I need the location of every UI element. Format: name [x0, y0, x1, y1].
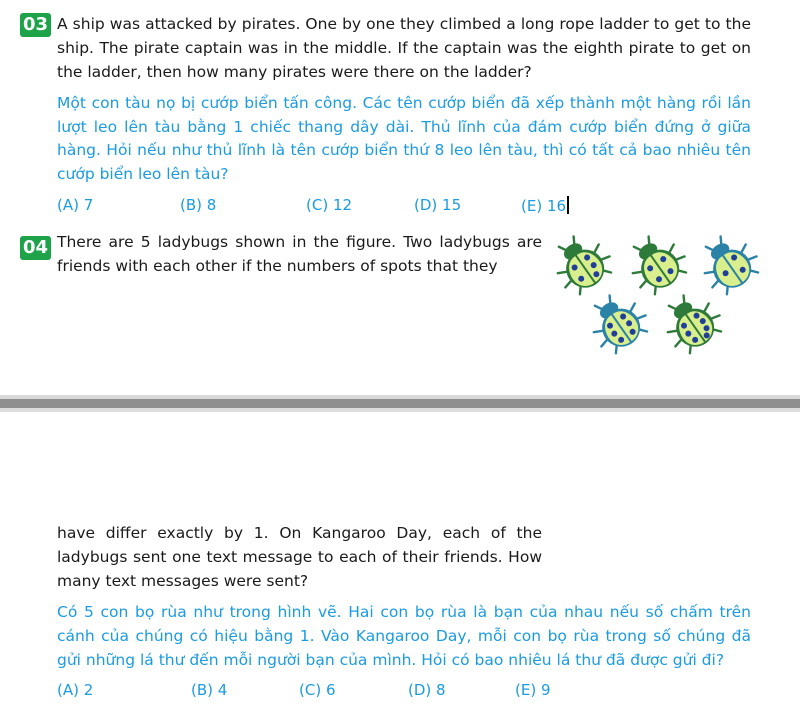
- choice-b[interactable]: (B) 4: [191, 681, 228, 699]
- ladybug-3: [691, 226, 765, 300]
- page-divider: [0, 395, 800, 412]
- choice-e-label[interactable]: (E) 16: [521, 197, 567, 215]
- ladybug-4: [580, 285, 654, 359]
- question-04-english-text-part1: There are 5 ladybugs shown in the figure. Two ladybugs are friends with each other if the numbers of spots that they: [57, 233, 542, 275]
- text-cursor: [567, 196, 569, 214]
- ladybug-5: [654, 285, 728, 359]
- choice-c[interactable]: (C) 6: [299, 681, 336, 699]
- ladybug-2: [619, 226, 693, 300]
- choice-b[interactable]: (B) 8: [180, 196, 217, 214]
- choice-d[interactable]: (D) 15: [414, 196, 462, 214]
- choice-c[interactable]: (C) 12: [306, 196, 353, 214]
- choice-a[interactable]: (A) 7: [57, 196, 94, 214]
- question-03-vietnamese-text: Một con tàu nọ bị cướp biển tấn công. Các tên cướp biển đã xếp thành một hàng rồi lần lượt leo lên tàu bằng 1 chiếc thang dây dài. Thủ lĩnh của đám cướp biển đứng ở giữa hàng. Hỏi nếu như thủ lĩnh là tên cướp biển thứ 8 leo lên tàu, thì có tất cả bao nhiêu tên cướp biển leo lên tàu?: [57, 94, 751, 183]
- question-04-english-text-part2: have differ exactly by 1. On Kangaroo Day, each of the ladybugs sent one text message to each of their friends. How many text messages were sent?: [57, 524, 542, 590]
- choice-d[interactable]: (D) 8: [408, 681, 446, 699]
- question-number-badge: 03: [20, 13, 51, 37]
- choice-e[interactable]: [521, 196, 569, 215]
- question-number-badge: 04: [20, 236, 51, 260]
- choice-a[interactable]: (A) 2: [57, 681, 94, 699]
- question-03-english-text: A ship was attacked by pirates. One by one they climbed a long rope ladder to get to the ship. The pirate captain was in the middle. If the captain was the eighth pirate to get on the ladder, then how many pirates were there on the ladder?: [57, 15, 751, 81]
- ladybug-1: [544, 226, 618, 300]
- choice-e[interactable]: (E) 9: [515, 681, 551, 699]
- question-04-vietnamese-text: Có 5 con bọ rùa như trong hình vẽ. Hai con bọ rùa là bạn của nhau nếu số chấm trên cánh của chúng có hiệu bằng 1. Vào Kangaroo Day, mỗi con bọ rùa trong số chúng đã gửi những lá thư đến mỗi người bạn của mình. Hỏi có bao nhiêu lá thư đã được gửi đi?: [57, 603, 751, 669]
